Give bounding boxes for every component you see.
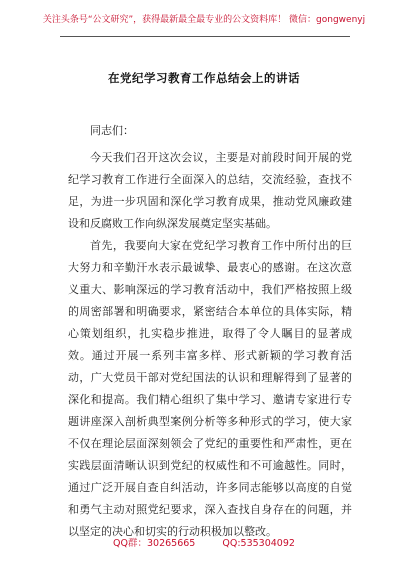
promo-banner: 关注头条号“公文研究”，获得最新最全最专业的公文资料库！ 微信：gongwenyj [42,15,366,25]
footer-qq-group: QQ群：30265665 [113,538,196,549]
footer-contact [0,537,408,551]
header-divider [60,36,350,37]
document-body [68,120,352,543]
paragraph-1: 今天我们召开这次会议，主要是对前段时间开展的党纪学习教育工作进行全面深入的总结，交流经验，查找不足，为进一步巩固和深化学习教育成果，推动党风廉政建设和反腐败工作向纵深发展奠定坚实基础。 [68,151,352,230]
document-title: 在党纪学习教育工作总结会上的讲话 [108,71,300,85]
salutation: 同志们： [90,124,134,137]
paragraph-2: 首先，我要向大家在党纪学习教育工作中所付出的巨大努力和辛勤汗水表示最诚挚、最衷心的感谢。在这次意义重大、影响深远的学习教育活动中，我们严格按照上级的周密部署和明确要求，紧密结合本单位的具体实际，精心策划组织，扎实稳步推进，取得了令人瞩目的显著成效。通过开展一系列丰富多样、形式新颖的学习教育活动，广大党员干部对党纪国法的认识和理解得到了显著的深化和提高。我们精心组织了集中学习、邀请专家进行专题讲座深入剖析典型案例分析等多种形式的学习，使大家不仅在理论层面深刻领会了党纪的重要性和严肃性，更在实践层面清晰认识到党纪的权威性和不可逾越性。同时，通过广泛开展自查自纠活动，许多同志能够以高度的自觉和勇气主动对照党纪要求，深入查找自身存在的问题，并以坚定的决心和切实的行动积极加以整改。 [68,239,352,538]
footer-qq-number: QQ:535304092 [222,538,295,549]
